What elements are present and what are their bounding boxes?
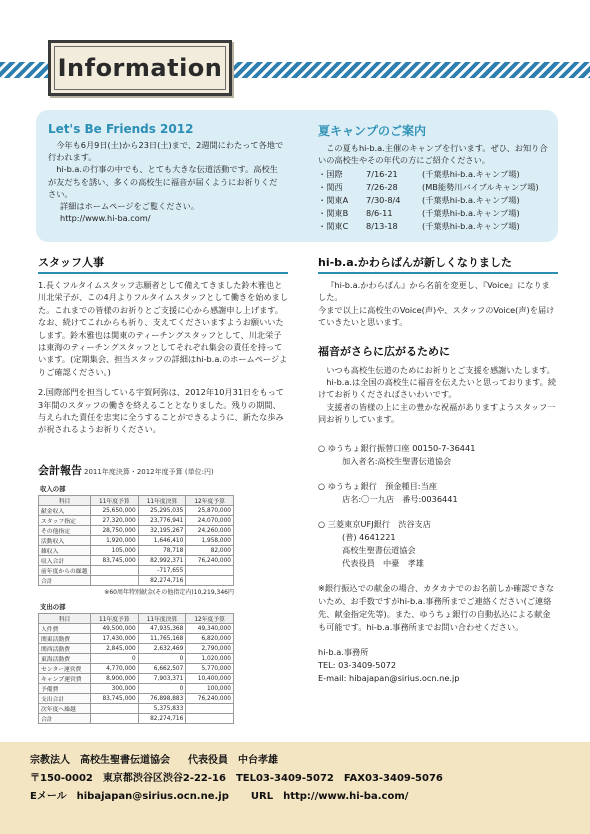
table-cell-value: 24,260,000 bbox=[186, 526, 234, 536]
staff-para-1: 1.長くフルタイムスタッフ志願者として備えてきました鈴木雅也と川北栄子が、この4月よりフルタイムスタッフとして働きを始めました。これまでの皆様のお祈りとご支援に心から感謝申し上げます。なお、続けてこれからも祈り、支えてくださいますようお願いいたします。鈴木雅也は関東のティーチングスタッフとして、川北栄子は東海のティーチングスタッフとしてそれぞれ集会の責任を持っています。(定期集会、担当スタッフの詳細はhi-b.a.のホームページよりご確認ください。) bbox=[38, 280, 289, 377]
camp-list bbox=[318, 168, 550, 233]
table-header: 科目 bbox=[39, 496, 91, 506]
table-cell-value: 28,750,000 bbox=[91, 526, 139, 536]
friends-url-link[interactable]: http://www.hi-ba.com/ bbox=[60, 213, 151, 224]
bank-account-2: ○ ゆうちょ銀行 預金種目:当座 bbox=[318, 480, 437, 491]
table-row bbox=[39, 694, 234, 704]
table-cell-value: 49,500,000 bbox=[91, 624, 139, 634]
accounting-heading bbox=[38, 462, 288, 478]
table-cell-value: 82,000 bbox=[186, 546, 234, 556]
friends-title: Let's Be Friends 2012 bbox=[48, 122, 194, 136]
table-cell-label: 活動収入 bbox=[39, 536, 91, 546]
table-row bbox=[39, 684, 234, 694]
table-cell-value: 2,790,000 bbox=[186, 644, 234, 654]
table-cell-label: 合計 bbox=[39, 714, 91, 724]
camp-item-date: 7/26-28 bbox=[366, 182, 398, 193]
bank-account-2-detail: 店名:〇一九店 番号:0036441 bbox=[342, 493, 458, 504]
gospel-para-3: 支援者の皆様の上に主の豊かな祝福がありますようスタッフ一同お祈りしています。 bbox=[318, 401, 556, 425]
camp-item bbox=[318, 168, 550, 181]
title-plate bbox=[48, 40, 232, 96]
table-cell-value: 83,745,000 bbox=[91, 694, 139, 704]
camp-item-date: 8/6-11 bbox=[366, 208, 393, 219]
bank-note: ※銀行振込での献金の場合、カタカナでのお名前しか確認できないため、お手数ですがhi-b.a.事務所までご連絡ください(ご連絡先、献金指定先等)。また、ゆうちょ銀行の自動払込による献金も可能です。hi-b.a.事務所までお問い合わせください。 bbox=[318, 582, 555, 632]
table-cell-value: -717,655 bbox=[138, 566, 186, 576]
footer-org: 宗教法人 高校生聖書伝道協会 bbox=[30, 755, 170, 766]
table-cell-value: 4,770,000 bbox=[91, 664, 139, 674]
table-cell-value: 11,765,168 bbox=[138, 634, 186, 644]
table-header: 12年度予算 bbox=[186, 614, 234, 624]
income-table bbox=[38, 495, 234, 586]
friends-section bbox=[48, 122, 284, 224]
table-cell-label: 収入合計 bbox=[39, 556, 91, 566]
table-cell-value bbox=[186, 576, 234, 586]
table-cell-label: 関東活動費 bbox=[39, 634, 91, 644]
table-cell-value: 49,340,000 bbox=[186, 624, 234, 634]
footer-text bbox=[30, 752, 443, 806]
table-cell-value: 82,274,716 bbox=[138, 714, 186, 724]
table-row bbox=[39, 526, 234, 536]
table-row bbox=[39, 714, 234, 724]
table-row bbox=[39, 576, 234, 586]
table-cell-label: その他指定 bbox=[39, 526, 91, 536]
expense-label: 支出の部 bbox=[40, 603, 66, 611]
camp-item-name: ・関東C bbox=[318, 221, 349, 232]
table-cell-value: 6,662,507 bbox=[138, 664, 186, 674]
gospel-para-2: hi-b.a.は全国の高校生に福音を伝えたいと思っております。続けてお祈りくださればさいわいです。 bbox=[318, 377, 557, 400]
friends-para-3: 詳細はホームページをご覧ください。 bbox=[60, 201, 200, 212]
gospel-para-1: いつも高校生伝道のためにお祈りとご支援を感謝いたします。 bbox=[326, 364, 555, 375]
table-header: 11年度予算 bbox=[91, 614, 139, 624]
accounting-title: 会計報告 bbox=[38, 464, 82, 477]
friends-para-1: 今年も6月9日(土)から23日(土)まで、2週間にわたって各地で行われます。 bbox=[48, 140, 284, 163]
camp-title: 夏キャンプのご案内 bbox=[318, 124, 427, 138]
footer-tel: TEL03-3409-5072 bbox=[235, 773, 334, 784]
office-email-link[interactable]: E-mail: hibajapan@sirius.ocn.ne.jp bbox=[318, 672, 460, 683]
camp-section bbox=[318, 122, 550, 233]
staff-para-2: 2.国際部門を担当している宇賀阿弥は、2012年10月31日をもって3年間のスタッフの働きを終えることとなりました。残りの期間、与えられた責任を忠実に全うすることができるように、新たな歩みが祝されるようお祈りください。 bbox=[38, 387, 284, 435]
bank-info bbox=[318, 442, 558, 685]
table-cell-value: 2,845,000 bbox=[91, 644, 139, 654]
income-note: ※60周年特別献金(その他指定内)10,219,346円 bbox=[104, 589, 234, 596]
table-header: 12年度予算 bbox=[186, 496, 234, 506]
camp-intro: この夏もhi-b.a.主催のキャンプを行います。ぜひ、お知り合いの高校生やその年代の方にご紹介ください。 bbox=[318, 143, 548, 166]
page-title: Information bbox=[57, 54, 223, 82]
table-cell-value bbox=[91, 704, 139, 714]
table-row bbox=[39, 566, 234, 576]
table-row bbox=[39, 634, 234, 644]
table-cell-value: 5,770,000 bbox=[186, 664, 234, 674]
table-cell-value: 2,632,469 bbox=[138, 644, 186, 654]
table-cell-value: 7,903,371 bbox=[138, 674, 186, 684]
table-cell-value: 47,935,368 bbox=[138, 624, 186, 634]
table-cell-value: 23,776,941 bbox=[138, 516, 186, 526]
table-cell-label: スタッフ指定 bbox=[39, 516, 91, 526]
bank-account-3-number: (普) 4641221 bbox=[342, 531, 396, 542]
camp-item-place: (千葉県hi-b.a.キャンプ場) bbox=[422, 169, 520, 180]
camp-item bbox=[318, 207, 550, 220]
expense-table bbox=[38, 613, 234, 724]
table-row bbox=[39, 506, 234, 516]
table-row bbox=[39, 516, 234, 526]
footer-address: 〒150-0002 東京都渋谷区渋谷2-22-16 bbox=[30, 773, 226, 784]
table-row bbox=[39, 674, 234, 684]
bank-account-1-name: 加入者名:高校生聖書伝道協会 bbox=[342, 455, 452, 466]
table-cell-value: 300,000 bbox=[91, 684, 139, 694]
table-row bbox=[39, 556, 234, 566]
table-cell-value: 6,820,000 bbox=[186, 634, 234, 644]
table-cell-value: 76,898,883 bbox=[138, 694, 186, 704]
table-cell-value: 27,320,000 bbox=[91, 516, 139, 526]
table-cell-value: 1,646,410 bbox=[138, 536, 186, 546]
table-row bbox=[39, 624, 234, 634]
voice-title: hi-b.a.かわらばんが新しくなりました bbox=[318, 254, 558, 274]
table-cell-label: キャンプ運営費 bbox=[39, 674, 91, 684]
camp-item-date: 8/13-18 bbox=[366, 221, 398, 232]
table-cell-value: 105,000 bbox=[91, 546, 139, 556]
table-cell-value bbox=[186, 704, 234, 714]
table-cell-value: 25,870,000 bbox=[186, 506, 234, 516]
camp-item-date: 7/30-8/4 bbox=[366, 195, 401, 206]
table-header-row bbox=[39, 496, 234, 506]
table-cell-value: 10,400,000 bbox=[186, 674, 234, 684]
income-table-body bbox=[39, 506, 234, 586]
table-header: 11年度決算 bbox=[138, 614, 186, 624]
table-header: 科目 bbox=[39, 614, 91, 624]
footer-rep: 代表役員 中台孝雄 bbox=[188, 755, 278, 766]
camp-item-name: ・関西 bbox=[318, 182, 343, 193]
table-cell-value: 8,900,000 bbox=[91, 674, 139, 684]
accounting-subtitle: 2011年度決算・2012年度予算 (単位:円) bbox=[84, 468, 214, 476]
camp-item bbox=[318, 220, 550, 233]
table-row bbox=[39, 644, 234, 654]
footer-fax: FAX03-3409-5076 bbox=[343, 773, 443, 784]
table-row bbox=[39, 704, 234, 714]
table-cell-label: 関西活動費 bbox=[39, 644, 91, 654]
table-cell-label: 次年度へ繰越 bbox=[39, 704, 91, 714]
table-cell-label: 東海活動費 bbox=[39, 654, 91, 664]
table-cell-value: 0 bbox=[91, 654, 139, 664]
table-row bbox=[39, 546, 234, 556]
expense-table-body bbox=[39, 624, 234, 724]
table-cell-label: 献金収入 bbox=[39, 506, 91, 516]
table-header-row bbox=[39, 614, 234, 624]
table-cell-value bbox=[186, 714, 234, 724]
camp-item-date: 7/16-21 bbox=[366, 169, 398, 180]
office-name: hi-b.a.事務所 bbox=[318, 646, 369, 657]
bank-account-1: ○ ゆうちょ銀行振替口座 00150-7-36441 bbox=[318, 442, 476, 453]
income-label: 収入の部 bbox=[40, 485, 66, 493]
accounting-section bbox=[38, 462, 288, 724]
camp-item-name: ・関東B bbox=[318, 208, 349, 219]
table-cell-value: 76,240,000 bbox=[186, 694, 234, 704]
table-cell-value: 76,240,000 bbox=[186, 556, 234, 566]
camp-item-name: ・国際 bbox=[318, 169, 343, 180]
table-cell-label: 合計 bbox=[39, 576, 91, 586]
office-contact bbox=[318, 646, 558, 685]
table-cell-value bbox=[186, 566, 234, 576]
camp-item-name: ・関東A bbox=[318, 195, 349, 206]
table-row bbox=[39, 654, 234, 664]
table-cell-label: センター運営費 bbox=[39, 664, 91, 674]
table-cell-value bbox=[91, 576, 139, 586]
table-cell-value: 78,718 bbox=[138, 546, 186, 556]
table-cell-label: 前年度からの繰越 bbox=[39, 566, 91, 576]
staff-title: スタッフ人事 bbox=[38, 254, 288, 274]
table-cell-label: 予備費 bbox=[39, 684, 91, 694]
table-cell-label: 人件費 bbox=[39, 624, 91, 634]
table-row bbox=[39, 664, 234, 674]
camp-item-place: (千葉県hi-b.a.キャンプ場) bbox=[422, 221, 520, 232]
table-cell-value: 82,274,716 bbox=[138, 576, 186, 586]
table-header: 11年度予算 bbox=[91, 496, 139, 506]
table-row bbox=[39, 536, 234, 546]
table-cell-value: 0 bbox=[138, 654, 186, 664]
voice-text: 『hi-b.a.かわらばん』から名前を変更し、『Voice』になりました。 今まで以上に高校生のVoice(声)や、スタッフのVoice(声)を届けていきたいと思います。 bbox=[318, 280, 555, 328]
table-cell-value: 25,295,035 bbox=[138, 506, 186, 516]
table-cell-value: 32,195,267 bbox=[138, 526, 186, 536]
table-cell-value: 1,020,000 bbox=[186, 654, 234, 664]
camp-item-place: (千葉県hi-b.a.キャンプ場) bbox=[422, 208, 520, 219]
bank-account-3-rep: 代表役員 中臺 孝雄 bbox=[342, 557, 424, 568]
gospel-title: 福音がさらに広がるために bbox=[318, 344, 450, 358]
table-cell-value: 0 bbox=[138, 684, 186, 694]
camp-item bbox=[318, 181, 550, 194]
table-cell-value: 1,920,000 bbox=[91, 536, 139, 546]
footer-url-link[interactable]: URL http://www.hi-ba.com/ bbox=[250, 791, 409, 802]
table-cell-value: 82,992,371 bbox=[138, 556, 186, 566]
office-tel: TEL: 03-3409-5072 bbox=[318, 659, 397, 670]
footer-email-link[interactable]: Eメール hibajapan@sirius.ocn.ne.jp bbox=[30, 791, 229, 802]
camp-item-place: (千葉県hi-b.a.キャンプ場) bbox=[422, 195, 520, 206]
camp-item bbox=[318, 194, 550, 207]
table-cell-value bbox=[91, 566, 139, 576]
camp-item-place: (MB能勢川バイブルキャンプ場) bbox=[422, 182, 539, 193]
table-cell-value: 100,000 bbox=[186, 684, 234, 694]
table-cell-value: 17,430,000 bbox=[91, 634, 139, 644]
bank-account-3: ○ 三菱東京UFJ銀行 渋谷支店 bbox=[318, 518, 431, 529]
staff-section bbox=[38, 254, 288, 436]
table-cell-value: 1,958,000 bbox=[186, 536, 234, 546]
table-cell-value bbox=[91, 714, 139, 724]
table-cell-value: 25,650,000 bbox=[91, 506, 139, 516]
friends-para-2: hi-b.a.の行事の中でも、とても大きな伝道活動です。高校生が友だちを誘い、多くの高校生に福音が届くようにお祈りください。 bbox=[48, 164, 278, 199]
table-cell-label: 支出合計 bbox=[39, 694, 91, 704]
footer-line-2 bbox=[30, 770, 443, 788]
bank-account-3-name: 高校生聖書伝道協会 bbox=[342, 544, 416, 555]
footer-line-3 bbox=[30, 788, 443, 806]
table-cell-value: 83,745,000 bbox=[91, 556, 139, 566]
table-cell-label: 雑収入 bbox=[39, 546, 91, 556]
table-cell-value: 24,070,000 bbox=[186, 516, 234, 526]
table-cell-value: 5,375,833 bbox=[138, 704, 186, 714]
footer-line-1 bbox=[30, 752, 443, 770]
right-column bbox=[318, 254, 558, 685]
table-header: 11年度決算 bbox=[138, 496, 186, 506]
